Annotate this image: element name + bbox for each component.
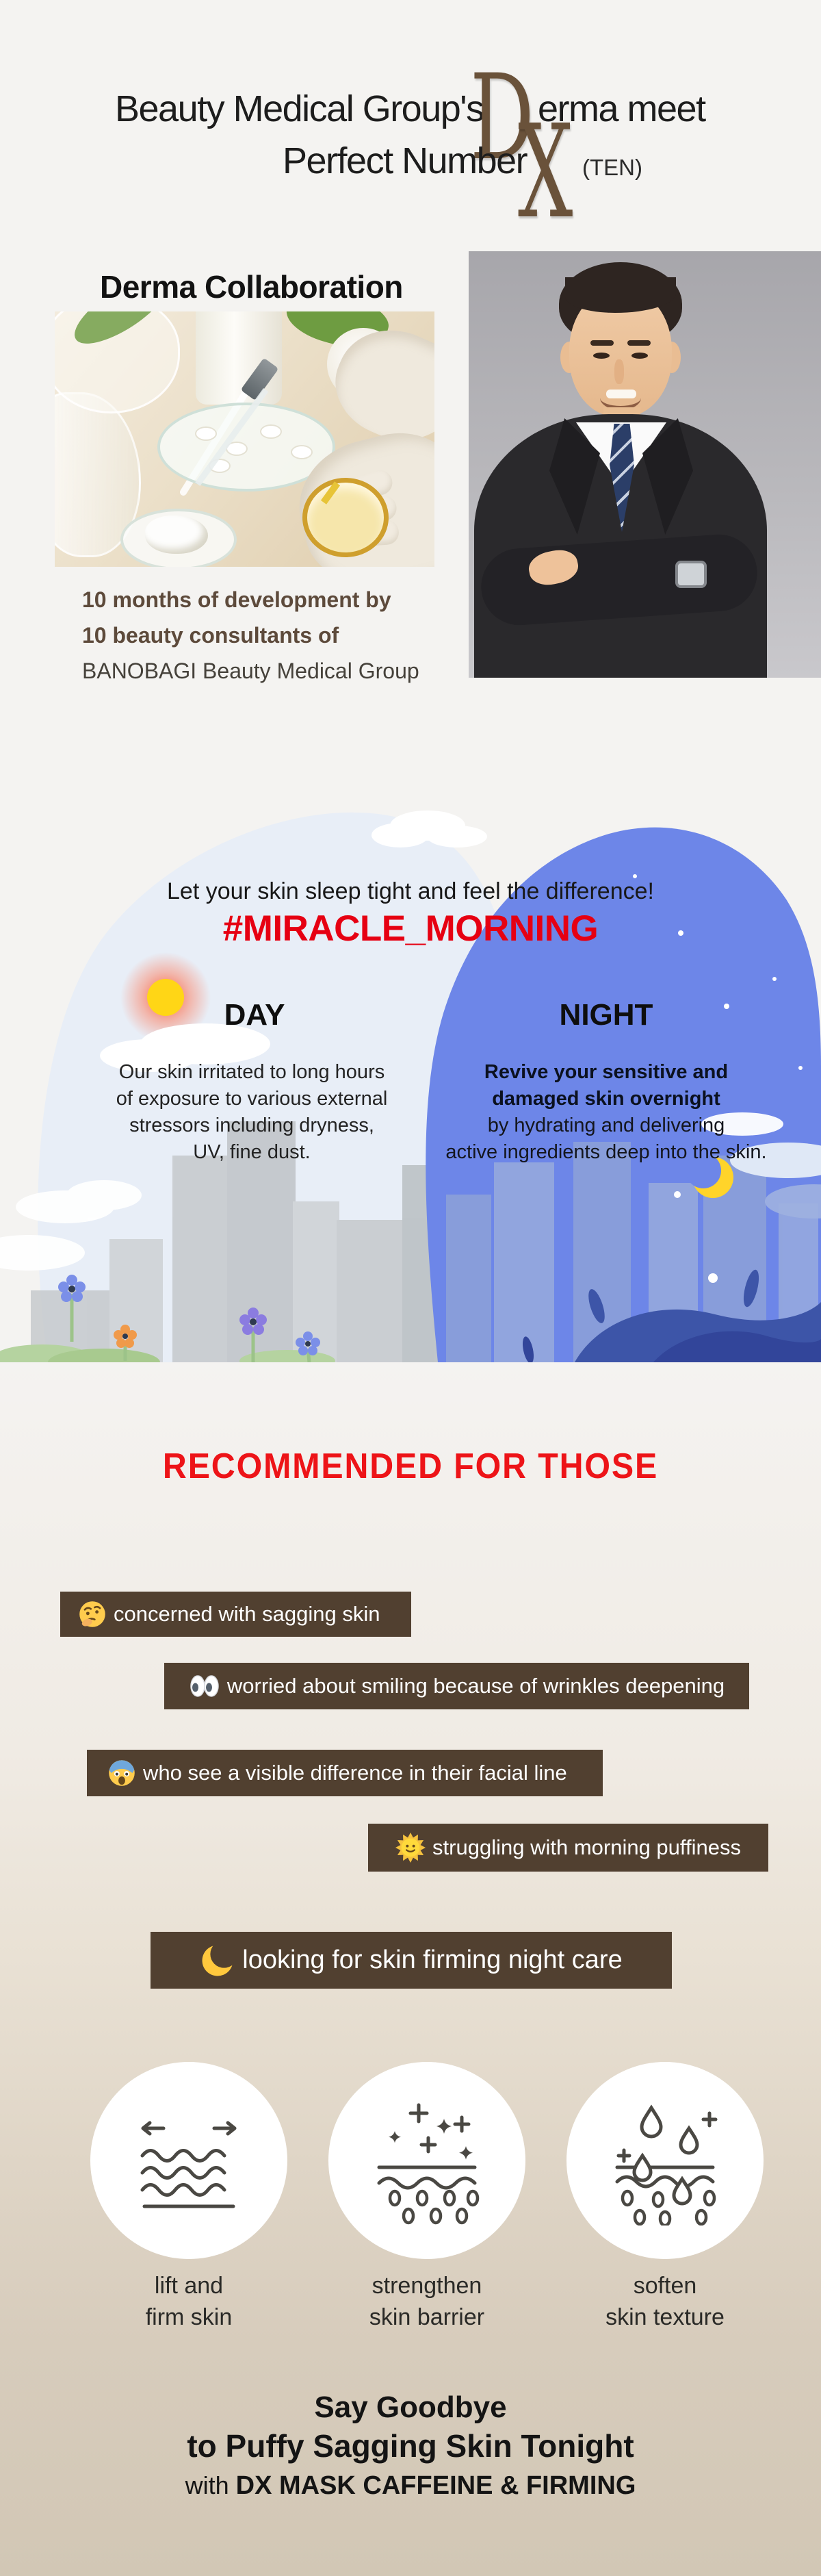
pill-text: struggling with morning puffiness <box>432 1835 741 1859</box>
benefit-label-line: lift and <box>154 2273 224 2299</box>
eyes-emoji <box>189 1674 220 1698</box>
big-letter-d: D <box>470 49 534 186</box>
portrait-nose <box>614 359 624 384</box>
caption-line-3: BANOBAGI Beauty Medical Group <box>82 659 419 683</box>
benefit-label-line: firm skin <box>145 2304 233 2330</box>
benefit-circle-barrier <box>328 2062 525 2259</box>
milky-bottle <box>196 311 282 405</box>
sun-with-face-emoji <box>395 1833 426 1863</box>
day-line: Our skin irritated to long hours <box>118 1061 385 1083</box>
benefit-circle-lift <box>90 2062 287 2259</box>
benefit-label-line: skin texture <box>605 2304 725 2330</box>
portrait-smile <box>600 385 641 410</box>
night-label: NIGHT <box>559 998 653 1032</box>
night-line: by hydrating and delivering <box>487 1114 725 1136</box>
day-line: stressors including dryness, <box>129 1114 374 1136</box>
capsule <box>291 445 313 459</box>
header-line2-pre: Perfect Number <box>283 140 527 181</box>
benefit-circle-texture <box>566 2062 764 2259</box>
recommended-title: RECOMMENDED FOR THOSE <box>162 1446 659 1486</box>
footer-line-2: to Puffy Sagging Skin Tonight <box>187 2428 634 2464</box>
thinking-face-emoji <box>78 1600 107 1629</box>
fearful-face-emoji <box>107 1759 136 1787</box>
night-line: active ingredients deep into the skin. <box>445 1141 767 1163</box>
skin-barrier-icon <box>362 2095 492 2226</box>
capsule <box>260 424 282 439</box>
day-line: UV, fine dust. <box>193 1141 311 1163</box>
caption-line-1: 10 months of development by <box>82 587 391 612</box>
capsule <box>195 426 217 441</box>
benefit-label-barrier <box>328 2270 525 2333</box>
footer-line-1: Say Goodbye <box>314 2390 507 2424</box>
big-letter-x: X <box>518 97 573 247</box>
pill-text: looking for skin firming night care <box>242 1946 623 1974</box>
portrait-eye <box>593 353 610 359</box>
skin-texture-icon <box>600 2095 730 2226</box>
pill-text: who see a visible difference in their facial line <box>143 1761 567 1785</box>
footer-product-name: DX MASK CAFFEINE & FIRMING <box>235 2471 636 2500</box>
footer-with: with <box>185 2471 236 2499</box>
derma-caption <box>82 582 419 689</box>
day-label: DAY <box>224 998 285 1032</box>
derma-collaboration-title: Derma Collaboration <box>100 269 403 305</box>
night-line-bold: damaged skin overnight <box>492 1088 720 1110</box>
caption-line-2: 10 beauty consultants of <box>82 623 339 648</box>
recommendation-pill <box>368 1824 768 1872</box>
lift-firm-icon <box>124 2095 254 2226</box>
amber-glass-bowl <box>302 478 389 557</box>
doctor-portrait-photo <box>469 251 821 678</box>
lab-cosmetics-photo <box>55 311 434 567</box>
crescent-moon-emoji <box>200 1943 235 1978</box>
recommendation-pill <box>87 1750 603 1796</box>
header-line1-pre: Beauty Medical Group's <box>115 88 484 129</box>
daynight-headline: Let your skin sleep tight and feel the difference! <box>167 878 654 904</box>
day-line: of exposure to various external <box>116 1088 388 1110</box>
portrait-eyebrow <box>627 340 651 346</box>
miracle-morning-hashtag: #MIRACLE_MORNING <box>222 908 599 949</box>
benefit-label-line: skin barrier <box>369 2304 485 2330</box>
day-paragraph <box>88 1059 416 1166</box>
footer-line-3 <box>0 2471 821 2501</box>
night-line-bold: Revive your sensitive and <box>484 1061 729 1083</box>
portrait-eye <box>631 353 648 359</box>
benefit-label-lift <box>90 2270 287 2333</box>
header-ten-suffix: (TEN) <box>582 155 642 180</box>
recommendation-pill <box>164 1663 749 1709</box>
benefit-label-line: strengthen <box>372 2273 482 2299</box>
benefit-label-line: soften <box>633 2273 697 2299</box>
portrait-eyebrow <box>590 340 614 346</box>
pill-text: worried about smiling because of wrinkles deepening <box>226 1674 725 1698</box>
recommendation-pill <box>60 1592 411 1637</box>
portrait-watch <box>675 561 707 588</box>
benefit-label-texture <box>566 2270 764 2333</box>
header-line1-post: erma meet <box>538 88 705 129</box>
pill-text: concerned with sagging skin <box>114 1602 380 1626</box>
cream-sample <box>145 515 208 554</box>
recommendation-pill <box>151 1932 672 1989</box>
night-paragraph <box>442 1059 770 1166</box>
